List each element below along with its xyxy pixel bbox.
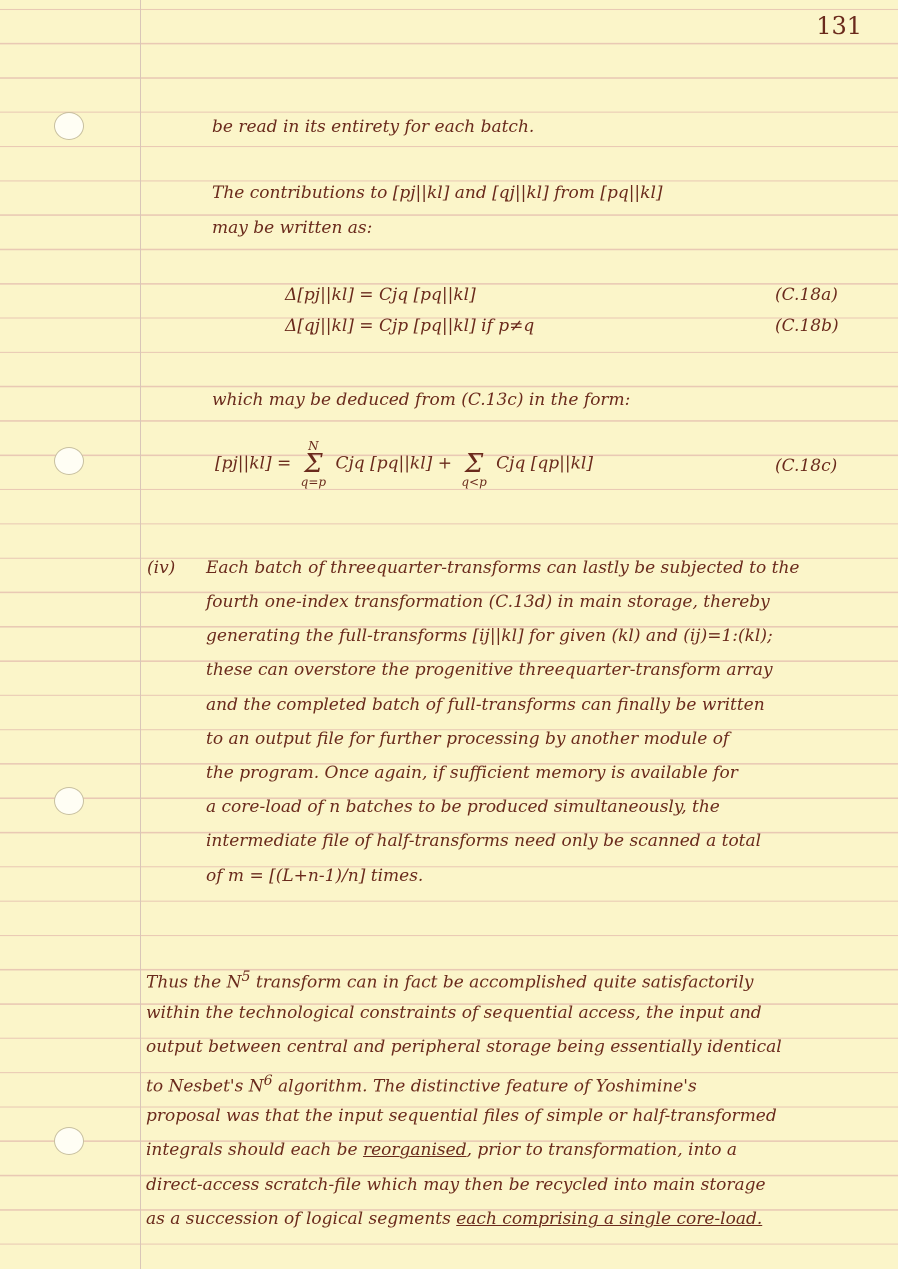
punch-hole <box>54 787 84 815</box>
punch-hole <box>54 112 84 140</box>
text-line: The contributions to [pj||kl] and [qj||kl] from [pq||kl] <box>212 183 663 203</box>
text-line: which may be deduced from (C.13c) in the form: <box>212 390 631 410</box>
page-number: 131 <box>816 12 862 40</box>
text-line: and the completed batch of full-transforms can finally be written <box>206 695 765 715</box>
text-line: Each batch of threequarter-transforms can lastly be subjected to the <box>206 558 800 578</box>
text-line: output between central and peripheral storage being essentially identical <box>146 1037 782 1057</box>
text-line: the program. Once again, if sufficient memory is available for <box>206 763 738 783</box>
sum-lower: q<p <box>461 475 487 489</box>
sigma: Σ <box>304 449 323 479</box>
margin-rule <box>140 0 141 1269</box>
text-line: fourth one-index transformation (C.13d) in main storage, thereby <box>206 592 770 612</box>
equation-c18c <box>215 440 593 488</box>
text-line: may be written as: <box>212 218 373 238</box>
equation-tag: (C.18c) <box>775 456 838 476</box>
text-line: proposal was that the input sequential files of simple or half-transformed <box>146 1106 777 1126</box>
text-line: these can overstore the progenitive threequarter-transform array <box>206 660 773 680</box>
text-line: of m = [(L+n-1)/n] times. <box>206 866 424 886</box>
underlined-phrase: each comprising a single core-load. <box>456 1209 763 1229</box>
text-line: to an output file for further processing by another module of <box>206 729 730 749</box>
sum-symbol <box>301 440 326 488</box>
equation-c18b: Δ[qj||kl] = Cjp [pq||kl] if p≠q <box>285 316 535 336</box>
eq-lhs: [pj||kl] = <box>215 453 292 474</box>
text-line: be read in its entirety for each batch. <box>212 117 535 137</box>
text-line: Thus the $N^5$ transform can in fact be accomplished quite satisfactorily <box>146 969 754 993</box>
text-line: within the technological constraints of sequential access, the input and <box>146 1003 762 1023</box>
sigma: Σ <box>464 449 484 479</box>
sum-symbol <box>461 440 486 488</box>
equation-c18a: Δ[pj||kl] = Cjq [pq||kl] <box>285 285 476 305</box>
sum-lower: q=p <box>300 475 327 489</box>
punch-hole <box>54 1127 84 1155</box>
equation-tag: (C.18b) <box>775 316 839 336</box>
equation-tag: (C.18a) <box>775 285 838 305</box>
eq-term: Cjq [qp||kl] <box>496 453 593 474</box>
eq-term: Cjq [pq||kl] + <box>335 453 452 474</box>
text-line: to Nesbet's $N^6$ algorithm. The distinctive feature of Yoshimine's <box>146 1073 697 1097</box>
punch-hole <box>54 447 84 475</box>
text-line: generating the full-transforms [ij||kl] for given (kl) and (ij)=1:(kl); <box>206 626 773 646</box>
text-line: integrals should each be reorganised, prior to transformation, into a <box>146 1140 738 1160</box>
underlined-word: reorganised <box>362 1140 467 1160</box>
text-line: a core-load of n batches to be produced simultaneously, the <box>206 797 720 817</box>
sum-upper: N <box>308 439 319 453</box>
text-line: intermediate file of half-transforms need only be scanned a total <box>206 831 762 851</box>
text-line: direct-access scratch-file which may then be recycled into main storage <box>146 1175 766 1195</box>
text-line: as a succession of logical segments each comprising a single core-load. <box>146 1209 763 1229</box>
item-label: (iv) <box>147 558 176 578</box>
